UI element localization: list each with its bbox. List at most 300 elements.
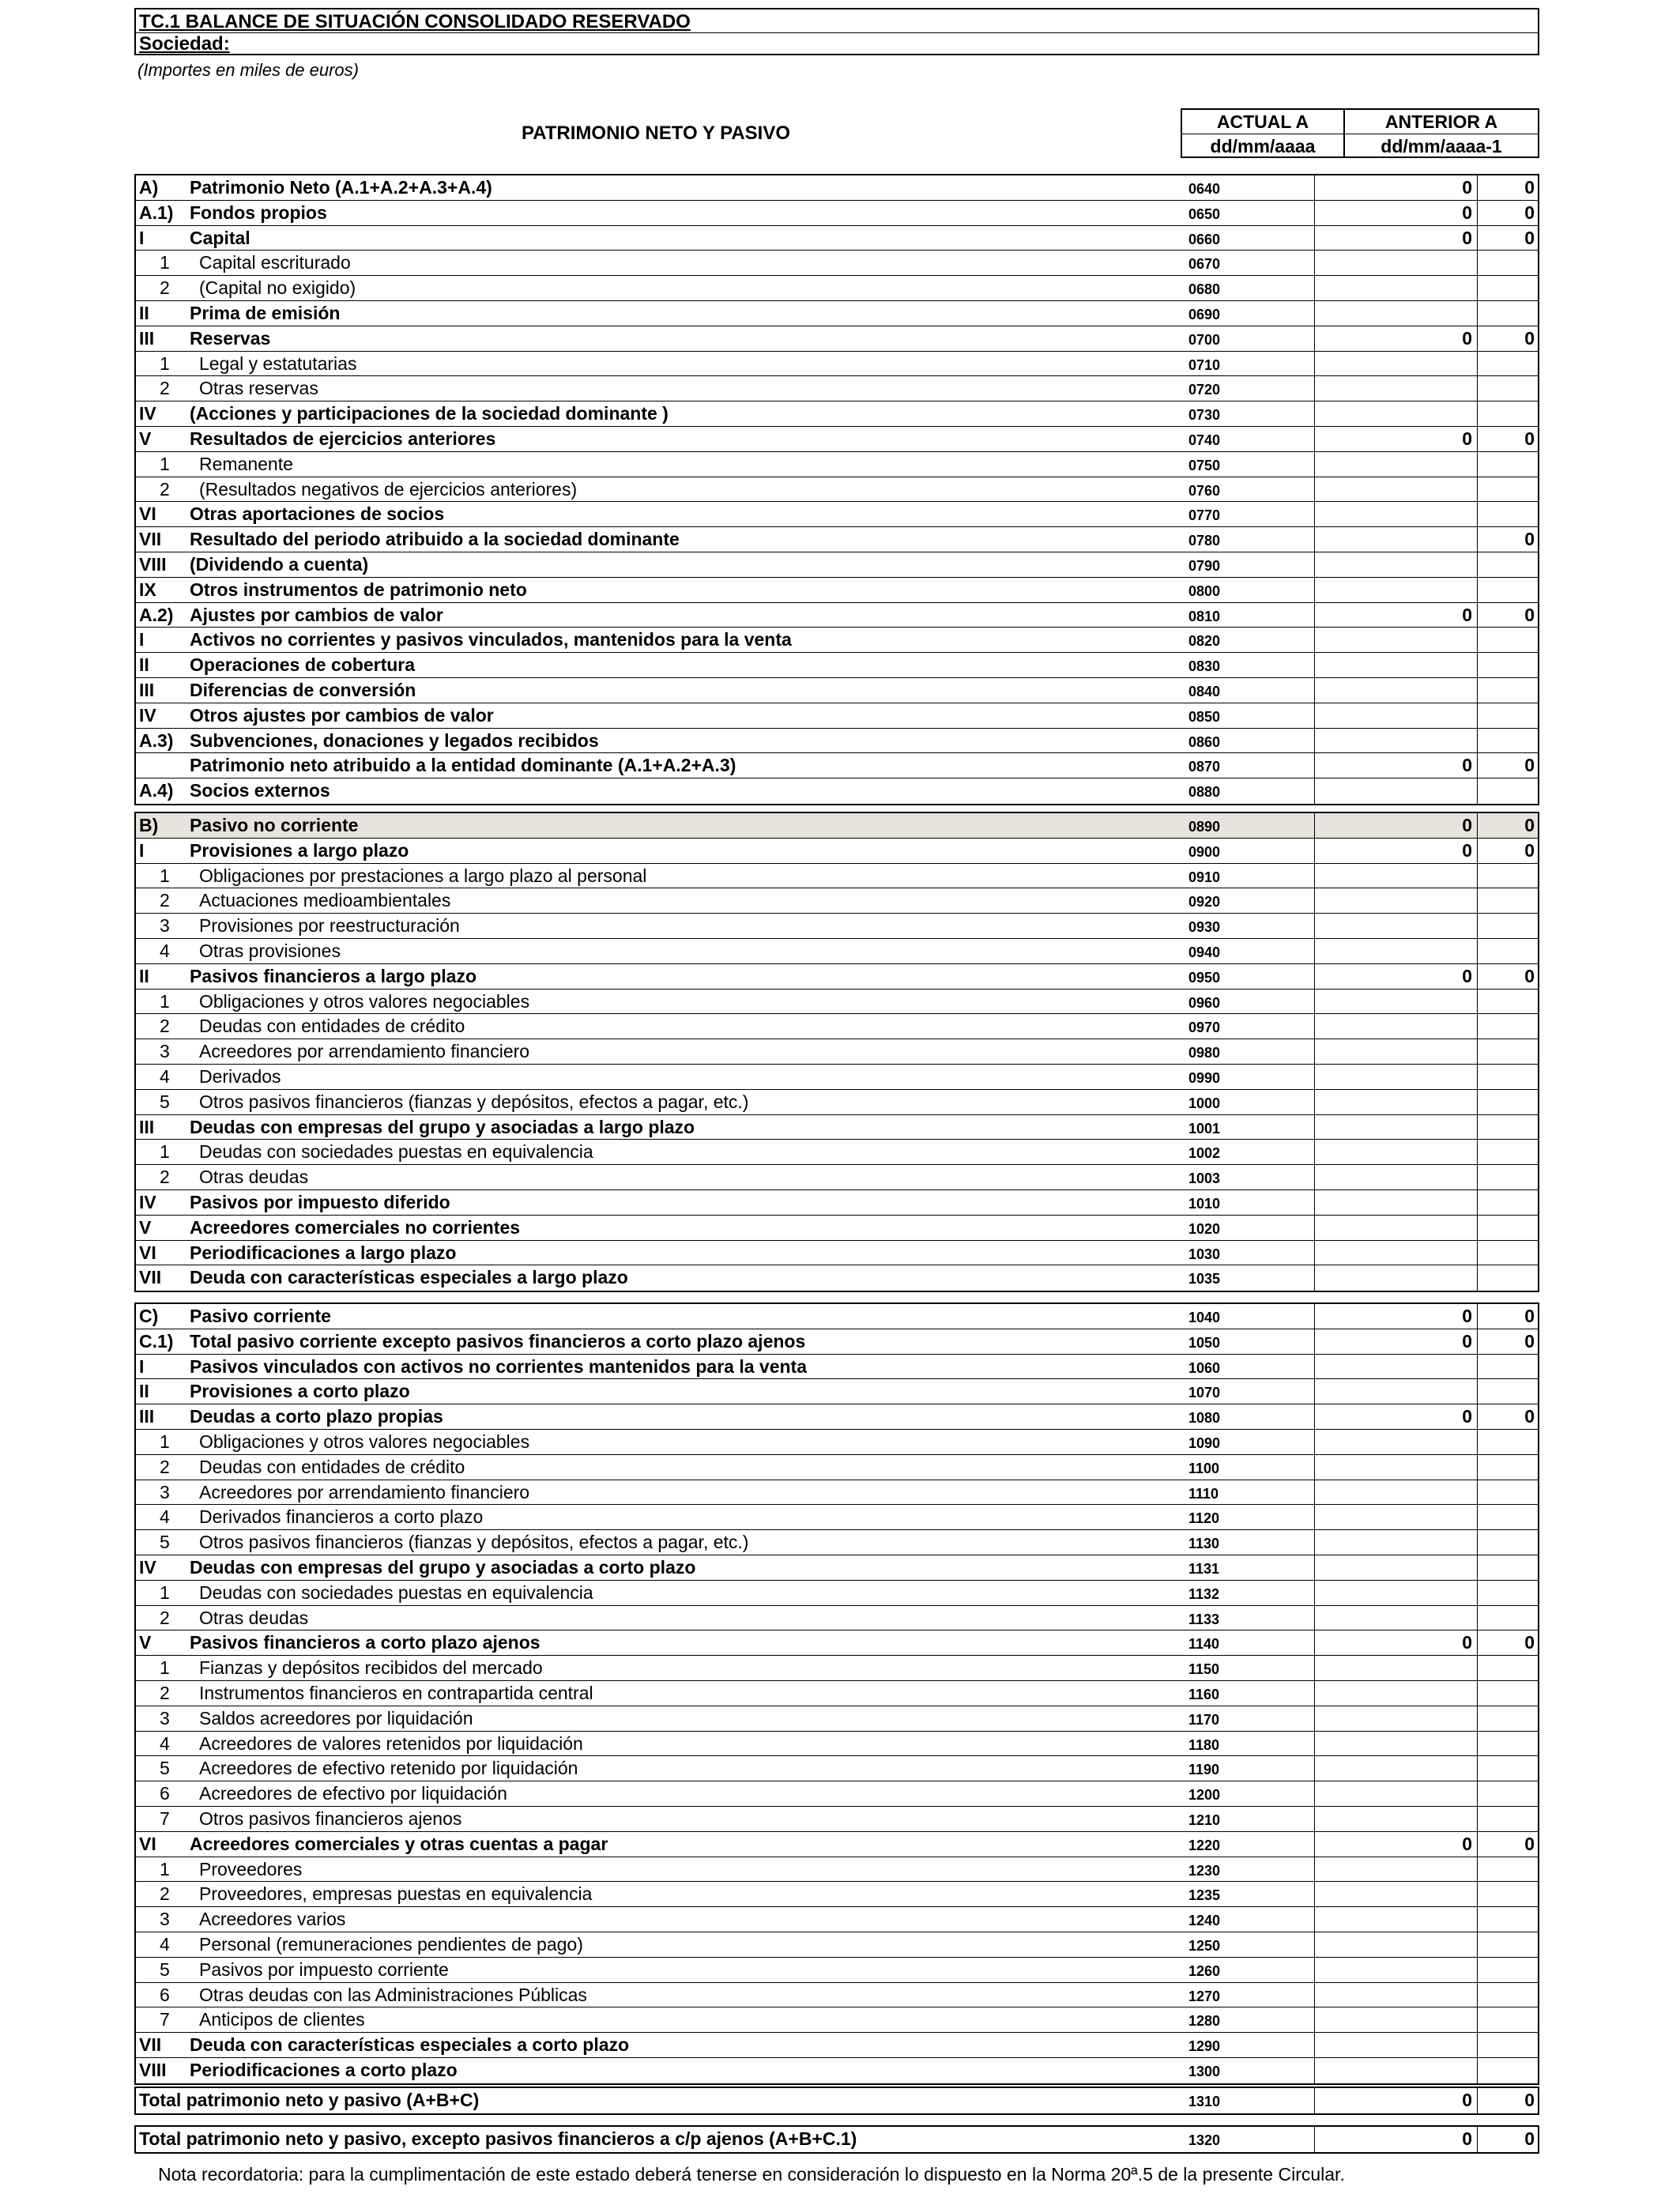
value-anterior[interactable]	[1478, 552, 1538, 577]
row-code: 1050	[1181, 1329, 1315, 1354]
row-key: 1	[160, 1581, 170, 1603]
table-row	[136, 1355, 1538, 1380]
row-key: 4	[160, 1732, 170, 1754]
row-key: 1	[160, 1431, 170, 1452]
value-actual[interactable]	[1315, 2033, 1478, 2057]
table-row	[136, 1430, 1538, 1455]
value-actual[interactable]	[1315, 276, 1478, 300]
value-actual[interactable]	[1315, 1241, 1478, 1265]
row-label: Obligaciones y otros valores negociables	[199, 1431, 530, 1452]
value-anterior[interactable]	[1478, 1606, 1538, 1630]
row-code: 0940	[1181, 939, 1315, 963]
value-anterior[interactable]	[1478, 1781, 1538, 1806]
value-actual[interactable]: 0	[1315, 226, 1478, 251]
value-anterior[interactable]: 0	[1524, 839, 1535, 861]
value-actual[interactable]	[1315, 1932, 1478, 1957]
value-anterior[interactable]	[1478, 578, 1538, 602]
row-label: Acreedores de efectivo retenido por liquidación	[199, 1758, 578, 1779]
table-row	[136, 1581, 1538, 1606]
value-anterior[interactable]	[1478, 1807, 1538, 1831]
value-anterior[interactable]	[1478, 1480, 1538, 1505]
value-anterior[interactable]	[1478, 1983, 1538, 2007]
row-code: 1250	[1181, 1932, 1315, 1957]
value-actual[interactable]	[1315, 1530, 1478, 1555]
row-label: Instrumentos financieros en contrapartida central	[199, 1682, 593, 1703]
value-anterior[interactable]	[1478, 678, 1538, 703]
table-row	[136, 1857, 1538, 1883]
row-label: (Resultados negativos de ejercicios anteriores)	[199, 478, 578, 499]
row-code: 0640	[1181, 175, 1315, 200]
row-code: 1020	[1181, 1216, 1315, 1240]
row-label: Socios externos	[190, 780, 330, 801]
value-anterior[interactable]	[1478, 939, 1538, 963]
value-anterior[interactable]	[1478, 452, 1538, 477]
row-code: 1130	[1181, 1530, 1315, 1555]
value-actual[interactable]	[1315, 1140, 1478, 1164]
value-actual[interactable]	[1315, 1857, 1478, 1882]
value-anterior[interactable]	[1478, 251, 1538, 275]
value-anterior[interactable]	[1478, 1907, 1538, 1932]
row-key: 2	[160, 1016, 170, 1037]
value-anterior[interactable]: 0	[1524, 1306, 1535, 1326]
value-actual[interactable]	[1315, 1014, 1478, 1039]
value-actual[interactable]: 0	[1315, 603, 1478, 628]
row-label: Provisiones por reestructuración	[199, 915, 460, 937]
value-anterior[interactable]	[1478, 502, 1538, 526]
value-actual[interactable]	[1315, 2007, 1478, 2032]
row-label: Deudas con empresas del grupo y asociadas a largo plazo	[190, 1116, 695, 1137]
value-anterior[interactable]	[1478, 301, 1538, 326]
column-header-anterior	[1343, 108, 1539, 158]
table-row	[136, 251, 1538, 276]
row-key: 4	[160, 1506, 170, 1528]
value-anterior[interactable]	[1478, 653, 1538, 677]
row-label: Operaciones de cobertura	[190, 654, 416, 676]
form-title: TC.1 BALANCE DE SITUACIÓN CONSOLIDADO RESERVADO	[139, 11, 691, 32]
value-anterior[interactable]: 0	[1524, 1632, 1535, 1653]
row-key: 3	[160, 1041, 170, 1062]
column-header-anterior-line1: ANTERIOR A	[1345, 110, 1538, 134]
row-key: IV	[139, 1191, 156, 1212]
value-anterior[interactable]	[1478, 1115, 1538, 1140]
value-anterior[interactable]	[1478, 703, 1538, 728]
value-actual[interactable]	[1315, 1355, 1478, 1379]
row-label: Resultados de ejercicios anteriores	[190, 428, 496, 449]
value-actual[interactable]	[1315, 628, 1478, 652]
row-label: Deudas con empresas del grupo y asociadas a corto plazo	[190, 1556, 696, 1578]
row-code: 0730	[1181, 401, 1315, 426]
value-anterior[interactable]	[1478, 1014, 1538, 1039]
row-code: 1180	[1181, 1732, 1315, 1756]
row-key: A.4)	[139, 780, 174, 801]
table-row	[136, 1555, 1538, 1581]
value-actual[interactable]	[1315, 1455, 1478, 1480]
table-row	[136, 864, 1538, 889]
row-label: Derivados financieros a corto plazo	[199, 1506, 484, 1528]
value-actual[interactable]: 0	[1315, 839, 1478, 863]
table-row	[136, 1090, 1538, 1115]
table-row	[136, 1265, 1538, 1291]
value-anterior[interactable]	[1478, 1265, 1538, 1291]
value-actual[interactable]	[1315, 778, 1478, 804]
row-code: 0870	[1181, 753, 1315, 778]
row-key: 3	[160, 1707, 170, 1728]
value-actual[interactable]	[1315, 1165, 1478, 1189]
table-row	[136, 2058, 1538, 2083]
row-key: II	[139, 654, 149, 676]
value-anterior[interactable]	[1478, 1090, 1538, 1114]
value-actual[interactable]	[1315, 1555, 1478, 1580]
row-code: 1270	[1181, 1983, 1315, 2007]
value-actual[interactable]	[1315, 1656, 1478, 1680]
value-actual[interactable]	[1315, 1781, 1478, 1806]
table-row	[136, 1832, 1538, 1857]
value-anterior[interactable]	[1478, 1555, 1538, 1580]
value-actual[interactable]: 0	[1315, 201, 1478, 225]
value-actual[interactable]	[1315, 729, 1478, 753]
value-anterior[interactable]	[1478, 376, 1538, 401]
row-key: A.2)	[139, 604, 174, 625]
value-anterior[interactable]	[1478, 1882, 1538, 1906]
value-actual[interactable]	[1315, 1958, 1478, 1982]
row-key: VI	[139, 503, 156, 525]
value-anterior[interactable]	[1478, 1732, 1538, 1756]
value-anterior[interactable]: 0	[1524, 965, 1535, 986]
table-row	[136, 1656, 1538, 1681]
table-row	[136, 1065, 1538, 1090]
value-actual[interactable]	[1315, 552, 1478, 577]
table-row	[136, 1706, 1538, 1732]
row-key: 6	[160, 1984, 170, 2005]
value-anterior[interactable]	[1478, 1681, 1538, 1706]
value-anterior[interactable]	[1478, 1581, 1538, 1605]
value-actual[interactable]	[1315, 1065, 1478, 1089]
row-label: Fianzas y depósitos recibidos del mercado	[199, 1657, 543, 1679]
row-key: I	[139, 839, 145, 861]
row-key: VIII	[139, 553, 167, 575]
row-label: Deuda con características especiales a corto plazo	[190, 2034, 630, 2056]
value-actual[interactable]	[1315, 939, 1478, 963]
row-code: 0780	[1181, 527, 1315, 552]
table-row	[136, 226, 1538, 251]
row-key: 2	[160, 890, 170, 911]
row-label: Ajustes por cambios de valor	[190, 604, 443, 625]
row-code: 1200	[1181, 1781, 1315, 1806]
row-key: 5	[160, 1958, 170, 1980]
value-actual[interactable]	[1315, 1681, 1478, 1706]
value-anterior[interactable]	[1478, 1165, 1538, 1189]
value-actual[interactable]	[1315, 1581, 1478, 1605]
row-label: Provisiones a largo plazo	[190, 839, 409, 861]
value-anterior[interactable]: 0	[1524, 1406, 1535, 1427]
value-actual[interactable]	[1315, 864, 1478, 888]
value-actual[interactable]: 0	[1315, 2088, 1478, 2113]
value-anterior[interactable]	[1478, 864, 1538, 888]
row-code: 0820	[1181, 628, 1315, 652]
value-actual[interactable]	[1315, 1732, 1478, 1756]
value-anterior[interactable]: 0	[1524, 1833, 1535, 1854]
row-key: 1	[160, 352, 170, 374]
table-row	[136, 1304, 1538, 1329]
value-anterior[interactable]	[1478, 778, 1538, 804]
value-anterior[interactable]	[1478, 2033, 1538, 2057]
row-key: 5	[160, 1758, 170, 1779]
value-actual[interactable]	[1315, 1039, 1478, 1064]
value-actual[interactable]	[1315, 352, 1478, 376]
value-actual[interactable]: 0	[1315, 1304, 1478, 1329]
row-label: Acreedores comerciales no corrientes	[190, 1216, 521, 1238]
value-actual[interactable]	[1315, 1216, 1478, 1240]
value-actual[interactable]: 0	[1315, 753, 1478, 778]
value-actual[interactable]	[1315, 703, 1478, 728]
value-actual[interactable]	[1315, 1379, 1478, 1404]
row-label: Otras reservas	[199, 378, 318, 399]
value-actual[interactable]: 0	[1315, 427, 1478, 451]
row-code: 1090	[1181, 1430, 1315, 1454]
table-row	[136, 1530, 1538, 1555]
row-key: 1	[160, 1141, 170, 1163]
row-key: 2	[160, 1883, 170, 1905]
value-actual[interactable]: 0	[1315, 326, 1478, 351]
row-label: Otras deudas con las Administraciones Públicas	[199, 1984, 587, 2005]
row-code: 0960	[1181, 990, 1315, 1014]
table-block	[134, 2125, 1539, 2154]
value-actual[interactable]	[1315, 1606, 1478, 1630]
row-label: (Dividendo a cuenta)	[190, 553, 369, 575]
value-anterior[interactable]: 0	[1524, 227, 1535, 248]
row-code: 1190	[1181, 1756, 1315, 1781]
value-anterior[interactable]	[1478, 1430, 1538, 1454]
value-actual[interactable]: 0	[1315, 1329, 1478, 1354]
value-actual[interactable]	[1315, 2058, 1478, 2083]
value-anterior[interactable]	[1478, 990, 1538, 1014]
value-actual[interactable]	[1315, 1115, 1478, 1140]
row-code: 1160	[1181, 1681, 1315, 1706]
value-anterior[interactable]	[1478, 1932, 1538, 1957]
column-header-actual-line2: dd/mm/aaaa	[1210, 136, 1316, 156]
table-row	[136, 175, 1538, 201]
table-row	[136, 1379, 1538, 1404]
value-actual[interactable]	[1315, 653, 1478, 677]
row-label: Periodificaciones a largo plazo	[190, 1242, 457, 1263]
value-anterior[interactable]: 0	[1524, 604, 1535, 625]
value-anterior[interactable]	[1478, 352, 1538, 376]
table-row	[136, 1014, 1538, 1039]
value-actual[interactable]: 0	[1315, 813, 1478, 838]
row-label: Prima de emisión	[190, 302, 341, 323]
table-row	[136, 678, 1538, 703]
value-actual[interactable]	[1315, 990, 1478, 1014]
row-code: 1280	[1181, 2007, 1315, 2032]
row-key: III	[139, 1406, 155, 1427]
table-row	[136, 1115, 1538, 1140]
value-anterior[interactable]	[1478, 1706, 1538, 1731]
value-anterior[interactable]	[1478, 1355, 1538, 1379]
value-anterior[interactable]	[1478, 1505, 1538, 1529]
row-code: 0860	[1181, 729, 1315, 753]
value-anterior[interactable]: 0	[1524, 2128, 1535, 2149]
table-row	[136, 452, 1538, 477]
value-anterior[interactable]	[1478, 1958, 1538, 1982]
value-anterior[interactable]: 0	[1524, 2090, 1535, 2110]
row-code: 1150	[1181, 1656, 1315, 1680]
row-key: IV	[139, 1556, 156, 1578]
table-row	[136, 2127, 1538, 2152]
value-actual[interactable]	[1315, 251, 1478, 275]
row-code: 1060	[1181, 1355, 1315, 1379]
value-anterior[interactable]	[1478, 1857, 1538, 1882]
table-row	[136, 1756, 1538, 1781]
row-key: B)	[139, 815, 159, 835]
value-actual[interactable]	[1315, 301, 1478, 326]
value-actual[interactable]	[1315, 678, 1478, 703]
row-label: Acreedores de efectivo por liquidación	[199, 1783, 507, 1804]
value-actual[interactable]	[1315, 1706, 1478, 1731]
row-key: A.3)	[139, 729, 174, 751]
table-row	[136, 1932, 1538, 1958]
table-row	[136, 301, 1538, 326]
value-anterior[interactable]	[1478, 888, 1538, 913]
value-anterior[interactable]: 0	[1524, 327, 1535, 349]
value-actual[interactable]	[1315, 502, 1478, 526]
value-anterior[interactable]	[1478, 1455, 1538, 1480]
value-actual[interactable]	[1315, 888, 1478, 913]
row-key: VII	[139, 2034, 162, 2056]
row-label: Pasivos por impuesto diferido	[190, 1191, 450, 1212]
row-key: 1	[160, 453, 170, 474]
table-block	[134, 174, 1539, 805]
value-actual[interactable]: 0	[1315, 2127, 1478, 2152]
value-actual[interactable]	[1315, 1882, 1478, 1906]
value-actual[interactable]	[1315, 401, 1478, 426]
value-anterior[interactable]	[1478, 401, 1538, 426]
value-actual[interactable]	[1315, 578, 1478, 602]
value-anterior[interactable]	[1478, 1756, 1538, 1781]
row-label: Otras deudas	[199, 1607, 309, 1628]
value-actual[interactable]	[1315, 1430, 1478, 1454]
row-code: 0900	[1181, 839, 1315, 863]
value-anterior[interactable]	[1478, 1241, 1538, 1265]
value-anterior[interactable]	[1478, 1216, 1538, 1240]
value-anterior[interactable]: 0	[1524, 529, 1535, 550]
value-anterior[interactable]	[1478, 628, 1538, 652]
value-anterior[interactable]	[1478, 1530, 1538, 1555]
value-anterior[interactable]	[1478, 914, 1538, 938]
table-row	[136, 813, 1538, 839]
table-row	[136, 939, 1538, 964]
table-row	[136, 2007, 1538, 2033]
value-actual[interactable]	[1315, 1756, 1478, 1781]
row-code: 0670	[1181, 251, 1315, 275]
row-code: 0920	[1181, 888, 1315, 913]
section-heading: PATRIMONIO NETO Y PASIVO	[521, 123, 791, 144]
table-row	[136, 201, 1538, 226]
value-actual[interactable]	[1315, 1190, 1478, 1215]
row-key: V	[139, 1632, 152, 1653]
value-anterior[interactable]	[1478, 1379, 1538, 1404]
value-actual[interactable]	[1315, 527, 1478, 552]
row-label: Provisiones a corto plazo	[190, 1381, 410, 1402]
value-actual[interactable]: 0	[1315, 1832, 1478, 1857]
value-anterior[interactable]	[1478, 477, 1538, 502]
row-key: 1	[160, 865, 170, 886]
row-key: 4	[160, 1933, 170, 1955]
value-actual[interactable]	[1315, 1505, 1478, 1529]
column-header-actual-line1: ACTUAL A	[1182, 110, 1343, 134]
value-actual[interactable]	[1315, 1983, 1478, 2007]
value-actual[interactable]	[1315, 376, 1478, 401]
row-label: Pasivo no corriente	[190, 815, 359, 835]
value-anterior[interactable]: 0	[1524, 202, 1535, 223]
row-key: IV	[139, 704, 156, 726]
row-label: Capital escriturado	[199, 252, 351, 273]
value-actual[interactable]	[1315, 914, 1478, 938]
row-key: III	[139, 679, 155, 700]
row-code: 0890	[1181, 813, 1315, 838]
table-row	[136, 552, 1538, 578]
value-anterior[interactable]	[1478, 1140, 1538, 1164]
row-label: Otros pasivos financieros (fianzas y depósitos, efectos a pagar, etc.)	[199, 1091, 749, 1112]
table-row	[136, 778, 1538, 804]
row-code: 1260	[1181, 1958, 1315, 1982]
value-actual[interactable]: 0	[1315, 964, 1478, 989]
value-actual[interactable]	[1315, 1480, 1478, 1505]
table-block	[134, 812, 1539, 1292]
value-actual[interactable]	[1315, 1807, 1478, 1831]
row-code: 1002	[1181, 1140, 1315, 1164]
value-anterior[interactable]	[1478, 729, 1538, 753]
row-label: Total pasivo corriente excepto pasivos financieros a corto plazo ajenos	[190, 1330, 806, 1351]
row-key: 2	[160, 1456, 170, 1477]
row-code: 1210	[1181, 1807, 1315, 1831]
company-label: Sociedad:	[139, 33, 230, 55]
value-actual[interactable]	[1315, 477, 1478, 502]
value-anterior[interactable]: 0	[1524, 428, 1535, 449]
value-anterior[interactable]: 0	[1524, 1330, 1535, 1351]
value-actual[interactable]	[1315, 1090, 1478, 1114]
value-anterior[interactable]	[1478, 1656, 1538, 1680]
value-anterior[interactable]: 0	[1524, 177, 1535, 198]
value-actual[interactable]	[1315, 452, 1478, 477]
value-actual[interactable]: 0	[1315, 175, 1478, 200]
row-code: 0700	[1181, 326, 1315, 351]
value-actual[interactable]	[1315, 1265, 1478, 1291]
value-actual[interactable]: 0	[1315, 1630, 1478, 1655]
row-code: 0990	[1181, 1065, 1315, 1089]
table-row	[136, 914, 1538, 939]
row-label: Total patrimonio neto y pasivo, excepto pasivos financieros a c/p ajenos (A+B+C.1)	[139, 2128, 857, 2149]
value-anterior[interactable]	[1478, 2007, 1538, 2032]
row-key: 5	[160, 1532, 170, 1553]
value-anterior[interactable]: 0	[1524, 755, 1535, 776]
value-anterior[interactable]	[1478, 1190, 1538, 1215]
value-anterior[interactable]	[1478, 276, 1538, 300]
row-key: I	[139, 227, 145, 248]
row-code: 1131	[1181, 1555, 1315, 1580]
table-row	[136, 527, 1538, 552]
value-anterior[interactable]	[1478, 1065, 1538, 1089]
value-anterior[interactable]: 0	[1524, 815, 1535, 835]
row-label: Personal (remuneraciones pendientes de pago)	[199, 1933, 583, 1955]
row-code: 1001	[1181, 1115, 1315, 1140]
value-actual[interactable]: 0	[1315, 1404, 1478, 1429]
value-anterior[interactable]	[1478, 1039, 1538, 1064]
table-row	[136, 326, 1538, 352]
value-actual[interactable]	[1315, 1907, 1478, 1932]
row-code: 0910	[1181, 864, 1315, 888]
row-code: 1240	[1181, 1907, 1315, 1932]
value-anterior[interactable]	[1478, 2058, 1538, 2083]
